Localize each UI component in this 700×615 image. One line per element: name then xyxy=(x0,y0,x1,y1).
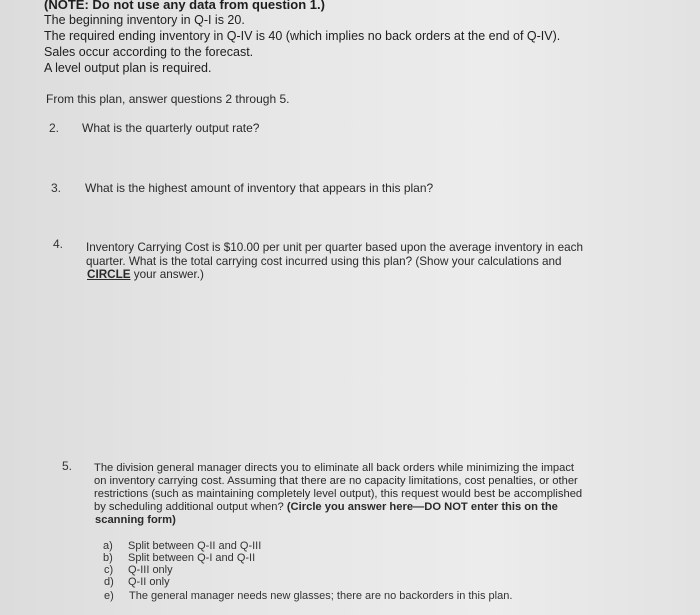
question-5-line-4-bold: (Circle you answer here—DO NOT enter this on the xyxy=(286,501,558,513)
option-b-letter[interactable]: b) xyxy=(103,552,113,564)
question-3-text: What is the highest amount of inventory that appears in this plan? xyxy=(85,181,434,195)
question-5-line-4 xyxy=(94,501,558,514)
question-2-text: What is the quarterly output rate? xyxy=(82,121,260,135)
option-b-text[interactable]: Split between Q-I and Q-II xyxy=(128,552,256,564)
option-a-letter[interactable]: a) xyxy=(103,540,113,552)
intro-line-4: A level output plan is required. xyxy=(44,61,212,75)
option-e-letter[interactable]: e) xyxy=(104,590,114,602)
lead-line: From this plan, answer questions 2 through 5. xyxy=(46,92,290,106)
question-3-number: 3. xyxy=(51,181,62,195)
question-4-line-3 xyxy=(87,268,204,281)
option-d-letter[interactable]: d) xyxy=(104,576,114,588)
note-line: (NOTE: Do not use any data from question 1.) xyxy=(44,0,325,12)
option-c-letter[interactable]: c) xyxy=(104,564,114,576)
option-e-text[interactable]: The general manager needs new glasses; there are no backorders in this plan. xyxy=(129,590,513,602)
intro-line-3: Sales occur according to the forecast. xyxy=(44,45,254,59)
question-5-line-4-plain: by scheduling additional output when? xyxy=(94,501,287,513)
question-5-line-5: scanning form) xyxy=(95,514,176,526)
circle-emphasis: CIRCLE xyxy=(87,268,131,281)
option-a-text[interactable]: Split between Q-II and Q-III xyxy=(128,540,262,552)
question-4-line-3-rest: your answer.) xyxy=(130,268,204,281)
option-c-text[interactable]: Q-III only xyxy=(128,564,173,576)
question-4-number: 4. xyxy=(53,237,64,251)
question-4-line-2: quarter. What is the total carrying cost incurred using this plan? (Show your calculations and xyxy=(86,255,562,268)
question-5-line-3: restrictions (such as maintaining completely level output), this request would best be accomplished xyxy=(94,488,583,500)
question-5-line-1: The division general manager directs you to eliminate all back orders while minimizing the impact xyxy=(94,462,575,474)
question-5-number: 5. xyxy=(62,459,73,473)
question-2-number: 2. xyxy=(49,121,60,135)
question-4-line-1: Inventory Carrying Cost is $10.00 per unit per quarter based upon the average inventory in each xyxy=(86,241,584,254)
intro-line-2: The required ending inventory in Q-IV is 40 (which implies no back orders at the end of Q-IV). xyxy=(44,29,561,43)
option-d-text[interactable]: Q-II only xyxy=(128,576,170,588)
intro-line-1: The beginning inventory in Q-I is 20. xyxy=(44,13,245,27)
question-5-line-2: on inventory carrying cost. Assuming that there are no capacity limitations, cost penalties, or other xyxy=(94,475,578,487)
